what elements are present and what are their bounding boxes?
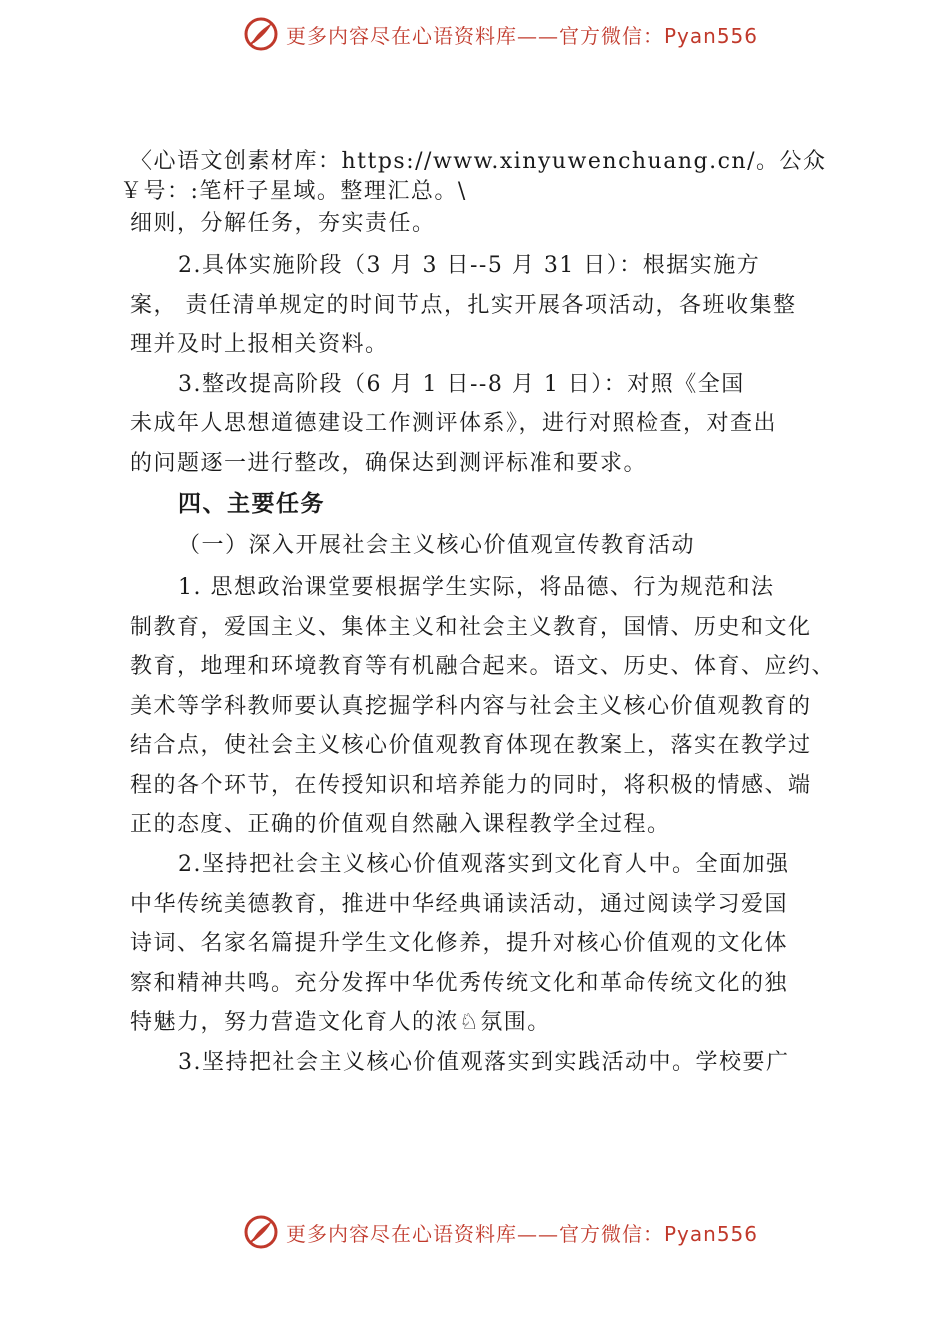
text-line: 1. 思想政治课堂要根据学生实际，将品德、行为规范和法 xyxy=(178,575,775,600)
banner-wechat-label: 官方微信： xyxy=(559,23,664,48)
footer-banner xyxy=(244,1212,764,1252)
banner-title: 更多内容尽在心语资料库 xyxy=(286,1221,517,1246)
banner-text xyxy=(286,1218,758,1247)
text-line: 察和精神共鸣。充分发挥中华优秀传统文化和革命传统文化的独 xyxy=(130,971,789,996)
text-line: 3.坚持把社会主义核心价值观落实到实践活动中。学校要广 xyxy=(178,1050,790,1075)
text-line: 特魅力，努力营造文化育人的浓♘氛围。 xyxy=(130,1010,551,1035)
text-line: 美术等学科教师要认真挖掘学科内容与社会主义核心价值观教育的 xyxy=(130,694,812,719)
banner-title: 更多内容尽在心语资料库 xyxy=(286,23,517,48)
text-line: 理并及时上报相关资料。 xyxy=(130,332,389,357)
banner-separator: —— xyxy=(517,23,559,48)
banner-wechat-label: 官方微信： xyxy=(559,1221,664,1246)
text-line: 案， 责任清单规定的时间节点，扎实开展各项活动，各班收集整 xyxy=(130,293,797,318)
text-line: 中华传统美德教育，推进中华经典诵读活动，通过阅读学习爱国 xyxy=(130,892,789,917)
text-line: 3.整改提高阶段（6 月 1 日--8 月 1 日）：对照《全国 xyxy=(178,372,745,397)
text-line: ￥号：:笔杆子星域。整理汇总。\ xyxy=(120,179,467,204)
text-line: 制教育，爱国主义、集体主义和社会主义教育，国情、历史和文化 xyxy=(130,615,812,640)
banner-text xyxy=(286,20,758,49)
subsection-heading: （一）深入开展社会主义核心价值观宣传教育活动 xyxy=(178,533,696,558)
text-line: 2.具体实施阶段（3 月 3 日--5 月 31 日）：根据实施方 xyxy=(178,253,761,278)
text-line: 未成年人思想道德建设工作测评体系》，进行对照检查，对查出 xyxy=(130,411,778,436)
text-line: 教育，地理和环境教育等有机融合起来。语文、历史、体育、应约、 xyxy=(130,654,836,679)
text-line: 〈心语文创素材库：https://www.xinyuwenchuang.cn/。公众 xyxy=(130,149,827,174)
text-line: 2.坚持把社会主义核心价值观落实到文化育人中。全面加强 xyxy=(178,852,790,877)
banner-wechat-id: Pyan556 xyxy=(664,1221,759,1246)
quill-logo-icon xyxy=(244,17,278,51)
text-line: 程的各个环节，在传授知识和培养能力的同时，将积极的情感、端 xyxy=(130,773,812,798)
quill-logo-icon xyxy=(244,1215,278,1249)
text-line: 正的态度、正确的价值观自然融入课程教学全过程。 xyxy=(130,812,671,837)
header-banner xyxy=(244,14,764,54)
text-line: 诗词、名家名篇提升学生文化修养，提升对核心价值观的文化体 xyxy=(130,931,789,956)
text-line: 细则，分解任务，夯实责任。 xyxy=(130,211,436,236)
banner-separator: —— xyxy=(517,1221,559,1246)
text-line: 的问题逐一进行整改，确保达到测评标准和要求。 xyxy=(130,451,648,476)
banner-wechat-id: Pyan556 xyxy=(664,23,759,48)
section-heading: 四、主要任务 xyxy=(178,491,325,517)
text-line: 结合点，使社会主义核心价值观教育体现在教案上，落实在教学过 xyxy=(130,733,812,758)
